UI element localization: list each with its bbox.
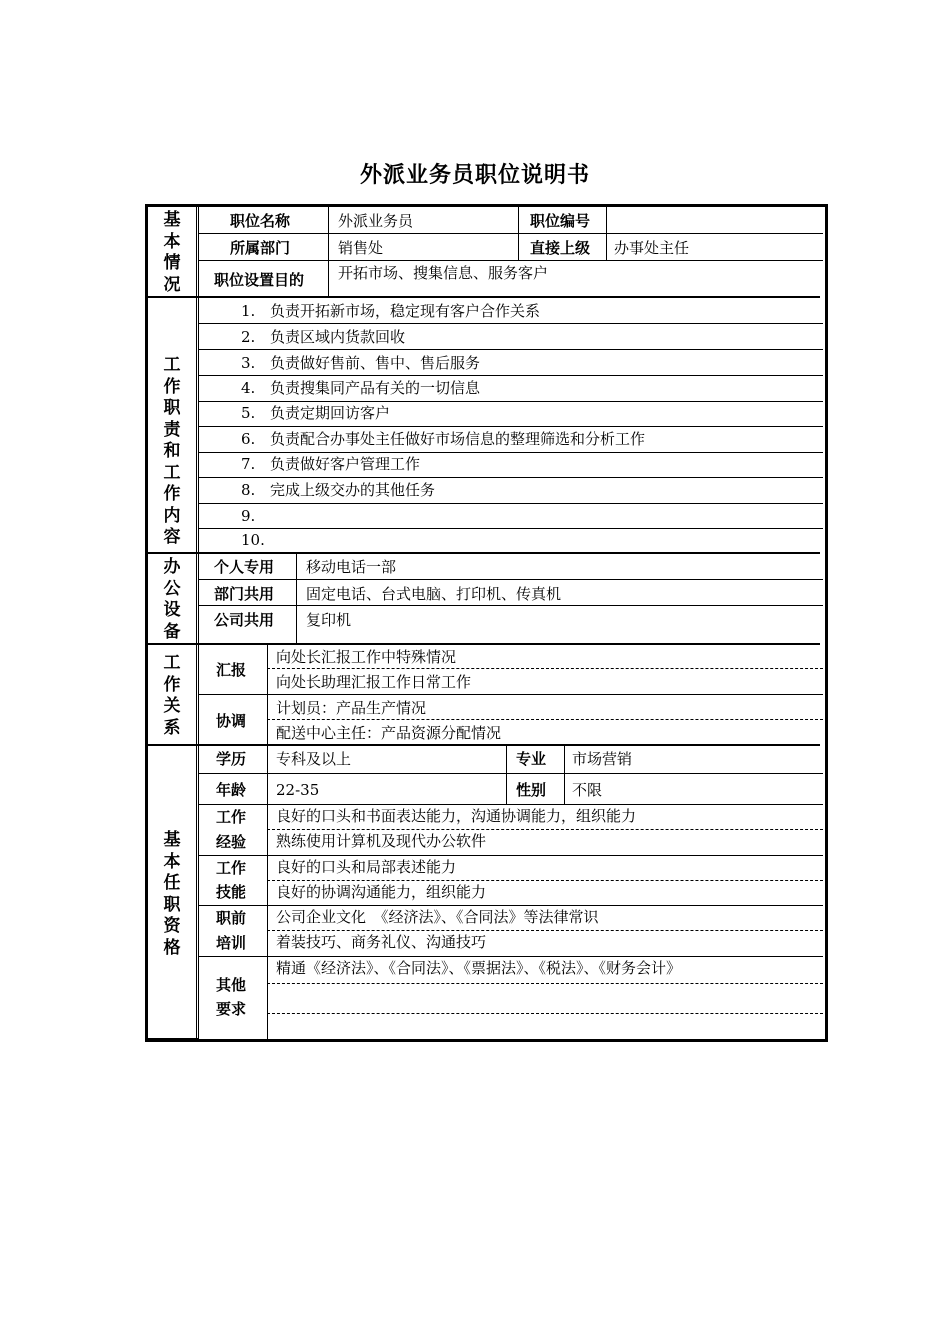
major-value: 市场营销 bbox=[572, 750, 633, 768]
section-qualifications-label: 基本任职资格 bbox=[163, 830, 181, 958]
section-divider-double bbox=[198, 207, 199, 1042]
dept-label: 所属部门 bbox=[230, 239, 291, 257]
job-name-value: 外派业务员 bbox=[338, 212, 414, 230]
row-line bbox=[198, 804, 823, 805]
equipment-personal-label: 个人专用 bbox=[214, 558, 275, 576]
report-line: 向处长汇报工作中特殊情况 bbox=[276, 648, 457, 666]
equipment-dept-label: 部门共用 bbox=[214, 585, 275, 603]
duty-text: 负责配合办事处主任做好市场信息的整理筛选和分析工作 bbox=[270, 430, 646, 448]
duty-number: 9. bbox=[241, 507, 256, 525]
duty-text: 完成上级交办的其他任务 bbox=[270, 481, 436, 499]
section-separator bbox=[148, 552, 820, 554]
row-line bbox=[198, 956, 823, 957]
duty-number: 10. bbox=[241, 531, 265, 549]
training-line: 公司企业文化 《经济法》、《合同法》等法律常识 bbox=[276, 908, 599, 926]
experience-line: 熟练使用计算机及现代办公软件 bbox=[276, 832, 487, 850]
duty-text: 负责开拓新市场，稳定现有客户合作关系 bbox=[270, 302, 541, 320]
duty-number: 7. bbox=[241, 455, 256, 473]
coord-line: 配送中心主任：产品资源分配情况 bbox=[276, 724, 502, 742]
dept-value: 销售处 bbox=[338, 239, 384, 257]
equipment-company-value: 复印机 bbox=[306, 611, 352, 629]
other-line: 精通《经济法》、《合同法》、《票据法》、《税法》、《财务会计》 bbox=[276, 959, 682, 977]
purpose-value: 开拓市场、搜集信息、服务客户 bbox=[338, 264, 549, 282]
report-line: 向处长助理汇报工作日常工作 bbox=[276, 673, 472, 691]
section-separator bbox=[198, 1041, 266, 1042]
gender-value: 不限 bbox=[572, 781, 603, 799]
training-line: 着装技巧、商务礼仪、沟通技巧 bbox=[276, 933, 487, 951]
row-line bbox=[198, 905, 823, 906]
duty-number: 2. bbox=[241, 328, 256, 346]
training-label: 培训 bbox=[216, 934, 247, 952]
edu-label: 学历 bbox=[216, 750, 247, 768]
row-line bbox=[198, 323, 823, 324]
experience-label: 工作 bbox=[216, 808, 247, 826]
dashed-line bbox=[267, 829, 823, 830]
col-line bbox=[564, 746, 565, 805]
supervisor-label: 直接上级 bbox=[530, 239, 591, 257]
skills-line: 良好的口头和局部表述能力 bbox=[276, 858, 457, 876]
other-label: 其他 bbox=[216, 976, 247, 994]
age-label: 年龄 bbox=[216, 781, 247, 799]
experience-line: 良好的口头和书面表达能力，沟通协调能力，组织能力 bbox=[276, 807, 637, 825]
row-line bbox=[198, 605, 823, 606]
row-line bbox=[198, 233, 823, 234]
page-title: 外派业务员职位说明书 bbox=[359, 163, 590, 188]
duty-text: 负责区域内货款回收 bbox=[270, 328, 406, 346]
duty-number: 4. bbox=[241, 379, 256, 397]
duty-text: 负责做好客户管理工作 bbox=[270, 455, 421, 473]
dashed-line bbox=[267, 668, 823, 669]
section-basic-label: 基本情况 bbox=[163, 210, 181, 295]
col-line bbox=[606, 207, 607, 261]
dashed-line bbox=[267, 983, 823, 984]
row-line bbox=[198, 855, 823, 856]
section-duties-label: 工作职责和工作内容 bbox=[163, 355, 181, 547]
duty-number: 3. bbox=[241, 354, 256, 372]
experience-label: 经验 bbox=[216, 833, 247, 851]
col-line bbox=[506, 746, 507, 805]
col-line bbox=[296, 554, 297, 644]
dashed-line bbox=[267, 930, 823, 931]
section-separator bbox=[148, 643, 820, 645]
skills-line: 良好的协调沟通能力，组织能力 bbox=[276, 883, 487, 901]
duty-text: 负责搜集同产品有关的一切信息 bbox=[270, 379, 481, 397]
age-value: 22-35 bbox=[276, 781, 320, 799]
col-line bbox=[267, 746, 268, 1042]
col-line bbox=[328, 207, 329, 297]
row-line bbox=[198, 452, 823, 453]
gender-label: 性别 bbox=[516, 781, 547, 799]
row-line bbox=[198, 477, 823, 478]
duty-number: 5. bbox=[241, 404, 256, 422]
row-line bbox=[198, 528, 823, 529]
other-label: 要求 bbox=[216, 1000, 247, 1018]
section-separator bbox=[148, 744, 820, 746]
row-line bbox=[198, 349, 823, 350]
dashed-line bbox=[267, 719, 823, 720]
supervisor-value: 办事处主任 bbox=[614, 239, 690, 257]
section-relations-label: 工作关系 bbox=[163, 653, 181, 738]
duty-number: 1. bbox=[241, 302, 256, 320]
edu-value: 专科及以上 bbox=[276, 750, 352, 768]
row-line bbox=[198, 375, 823, 376]
equipment-dept-value: 固定电话、台式电脑、打印机、传真机 bbox=[306, 585, 562, 603]
row-line bbox=[198, 694, 823, 695]
equipment-company-label: 公司共用 bbox=[214, 611, 275, 629]
report-label: 汇报 bbox=[216, 661, 247, 679]
section-separator bbox=[148, 1038, 198, 1039]
skills-label: 工作 bbox=[216, 859, 247, 877]
purpose-label: 职位设置目的 bbox=[214, 271, 305, 289]
coord-label: 协调 bbox=[216, 712, 247, 730]
row-line bbox=[198, 260, 823, 261]
row-line bbox=[198, 426, 823, 427]
col-line bbox=[518, 207, 519, 261]
duty-text: 负责做好售前、售中、售后服务 bbox=[270, 354, 481, 372]
row-line bbox=[198, 773, 823, 774]
col-line bbox=[267, 645, 268, 745]
coord-line: 计划员：产品生产情况 bbox=[276, 699, 427, 717]
section-divider bbox=[196, 207, 197, 1042]
row-line bbox=[198, 503, 823, 504]
major-label: 专业 bbox=[516, 750, 547, 768]
dashed-line bbox=[267, 880, 823, 881]
duty-number: 8. bbox=[241, 481, 256, 499]
row-line bbox=[198, 579, 823, 580]
duty-text: 负责定期回访客户 bbox=[270, 404, 391, 422]
training-label: 职前 bbox=[216, 909, 247, 927]
job-code-label: 职位编号 bbox=[530, 212, 591, 230]
section-separator bbox=[148, 296, 820, 298]
job-name-label: 职位名称 bbox=[230, 212, 291, 230]
dashed-line bbox=[267, 1013, 823, 1014]
equipment-personal-value: 移动电话一部 bbox=[306, 558, 397, 576]
duty-number: 6. bbox=[241, 430, 256, 448]
skills-label: 技能 bbox=[216, 883, 247, 901]
row-line bbox=[198, 401, 823, 402]
section-equipment-label: 办公设备 bbox=[163, 557, 181, 642]
